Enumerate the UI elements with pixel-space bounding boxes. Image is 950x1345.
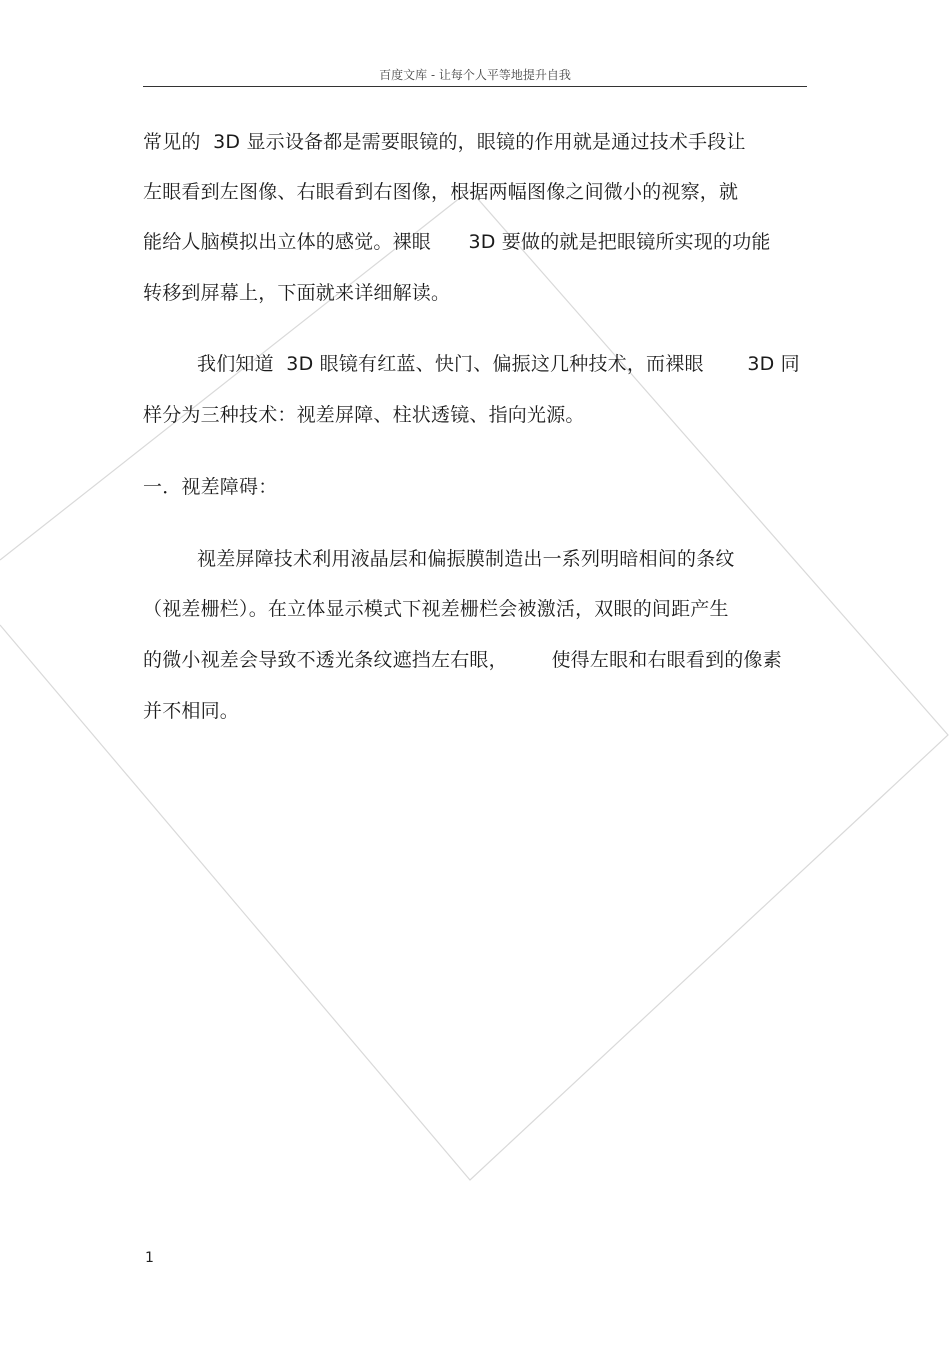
section-heading: 一．视差障碍： xyxy=(143,476,278,498)
paragraph-3-line-2: （视差栅栏）。在立体显示模式下视差栅栏会被激活，双眼的间距产生 xyxy=(143,598,729,620)
paragraph-3-line-3: 的微小视差会导致不透光条纹遮挡左右眼， 使得左眼和右眼看到的像素 xyxy=(143,649,782,671)
paragraph-2-line-1: 我们知道 3D 眼镜有红蓝、快门、偏振这几种技术，而裸眼 3D 同 xyxy=(197,353,800,375)
paragraph-2-line-2: 样分为三种技术：视差屏障、柱状透镜、指向光源。 xyxy=(143,404,585,426)
paragraph-1-line-4: 转移到屏幕上，下面就来详细解读。 xyxy=(143,282,451,304)
paragraph-3-line-1: 视差屏障技术利用液晶层和偏振膜制造出一系列明暗相间的条纹 xyxy=(197,548,735,570)
page-header: 百度文库 - 让每个人平等地提升自我 xyxy=(379,68,571,82)
paragraph-1-line-1: 常见的 3D 显示设备都是需要眼镜的，眼镜的作用就是通过技术手段让 xyxy=(143,131,746,153)
paragraph-3-line-4: 并不相同。 xyxy=(143,700,240,722)
page-number: 1 xyxy=(145,1250,154,1266)
paragraph-1-line-2: 左眼看到左图像、右眼看到右图像，根据两幅图像之间微小的视察，就 xyxy=(143,181,739,203)
paragraph-1-line-3: 能给人脑模拟出立体的感觉。裸眼 3D 要做的就是把眼镜所实现的功能 xyxy=(143,231,771,253)
header-divider xyxy=(143,86,807,87)
